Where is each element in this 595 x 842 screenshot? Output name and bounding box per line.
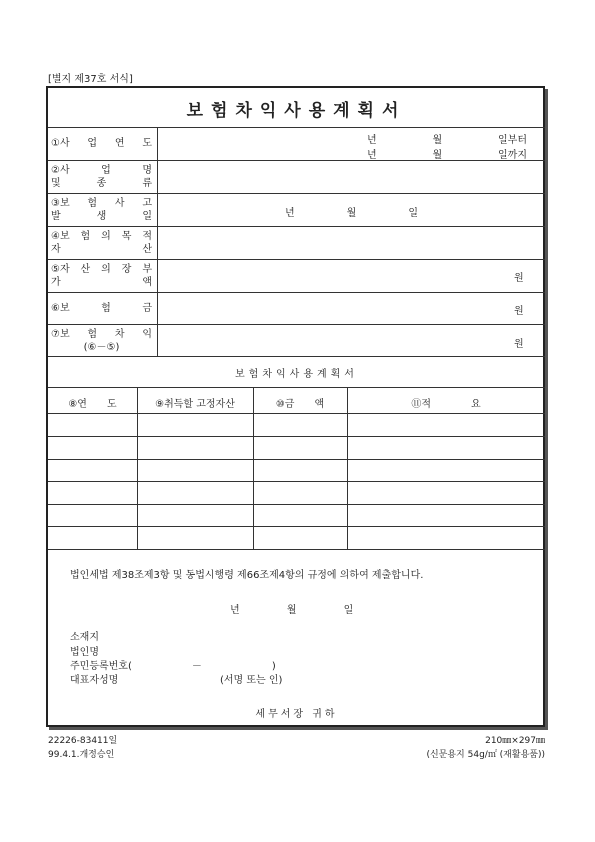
table-row[interactable]	[48, 414, 545, 436]
insurance-gain-unit: 원	[514, 339, 524, 350]
submission-date[interactable]: 년 월 일	[230, 605, 354, 616]
label-accident-date: ③보 험 사 고 발 생 일	[51, 198, 152, 222]
footer-approval: 99.4.1.개정승인	[48, 750, 115, 760]
corp-name-label: 법인명	[70, 647, 99, 658]
footer-size: 210㎜×297㎜	[485, 736, 545, 746]
accident-date-field[interactable]: 년 월 일	[285, 208, 418, 219]
col-amount: ⑩금 액	[275, 399, 325, 410]
label-business-year: ①사 업 연 도	[51, 138, 152, 149]
insurance-amount-unit: 원	[514, 306, 524, 317]
business-year-to[interactable]: 년 월 일까지	[367, 150, 527, 161]
table-row[interactable]	[48, 482, 545, 504]
reg-number-label: 주민등록번호( － )	[70, 661, 276, 672]
table-row[interactable]	[48, 505, 545, 526]
form-title: 보험차익사용계획서	[186, 101, 407, 121]
business-year-from[interactable]: 년 월 일부터	[367, 135, 527, 146]
insured-asset-field[interactable]	[160, 229, 543, 257]
business-type-field[interactable]	[160, 163, 543, 191]
table-row[interactable]	[48, 527, 545, 549]
table-row[interactable]	[48, 437, 545, 459]
col-fixed-asset: ⑨취득할 고정자산	[155, 399, 235, 410]
col-remarks: ⑪적 요	[411, 399, 481, 410]
col-year: ⑧연 도	[68, 399, 117, 410]
representative-label: 대표자성명	[70, 675, 119, 686]
label-insured-asset: ④보 험 의 목 적 자 산	[51, 231, 152, 255]
table-row[interactable]	[48, 460, 545, 481]
label-insurance-amount: ⑥보 험 금	[51, 303, 152, 314]
submission-statement: 법인세법 제38조제3항 및 동법시행령 제66조제4항의 규정에 의하여 제출합니다.	[70, 570, 424, 581]
address-label: 소재지	[70, 632, 99, 643]
book-value-unit: 원	[514, 273, 524, 284]
label-insurance-gain: ⑦보 험 차 익 (⑥－⑤)	[51, 329, 152, 353]
plan-section-title: 보험차익사용계획서	[235, 369, 358, 380]
addressee: 세무서장 귀하	[255, 709, 338, 720]
label-business-type: ②사 업 명 및 종 류	[51, 165, 152, 189]
footer-paper: (신문용지 54g/㎡ (재활용품))	[426, 750, 545, 760]
label-book-value: ⑤자 산 의 장 부 가 액	[51, 264, 152, 288]
footer-code: 22226-83411일	[48, 736, 118, 746]
sign-or-seal[interactable]: (서명 또는 인)	[220, 675, 283, 686]
form-number: [별지 제37호 서식]	[48, 74, 133, 85]
